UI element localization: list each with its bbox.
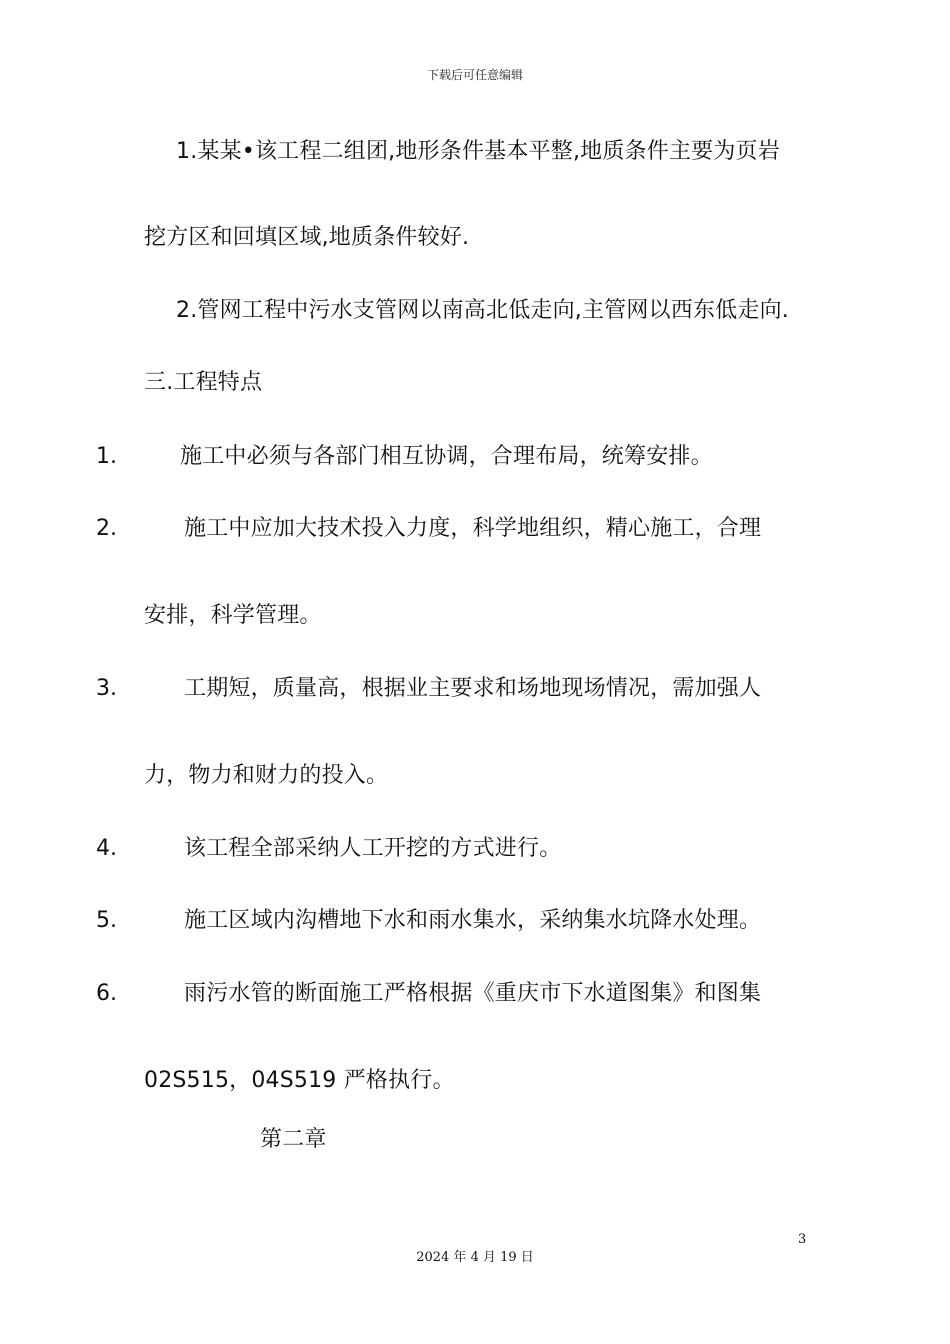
list-item-5-line-1: 施工区域内沟槽地下水和雨水集水，采纳集水坑降水处理。 bbox=[184, 908, 762, 933]
list-item-6-number: 6. bbox=[96, 981, 117, 1006]
chapter-heading: 第二章 bbox=[260, 1127, 327, 1152]
paragraph-1-line-2: 挖方区和回填区域,地质条件较好. bbox=[144, 225, 470, 250]
list-item-6-line-1: 雨污水管的断面施工严格根据《重庆市下水道图集》和图集 bbox=[184, 981, 762, 1006]
page-header: 下载后可任意编辑 bbox=[426, 68, 523, 82]
paragraph-2-line-1: 2.管网工程中污水支管网以南高北低走向,主管网以西东低走向. bbox=[176, 298, 789, 323]
list-item-5-number: 5. bbox=[96, 908, 117, 933]
list-item-2-line-2: 安排，科学管理。 bbox=[144, 603, 322, 628]
list-item-4-line-1: 该工程全部采纳人工开挖的方式进行。 bbox=[184, 836, 562, 861]
list-item-1-number: 1. bbox=[96, 444, 117, 469]
list-item-2-line-1: 施工中应加大技术投入力度，科学地组织，精心施工，合理 bbox=[184, 516, 762, 541]
page-number: 3 bbox=[798, 1232, 807, 1247]
list-item-4-number: 4. bbox=[96, 836, 117, 861]
section-heading: 三.工程特点 bbox=[144, 370, 263, 395]
footer-date: 2024 年 4 月 19 日 bbox=[416, 1250, 534, 1265]
paragraph-1-line-1: 1.某某•该工程二组团,地形条件基本平整,地质条件主要为页岩 bbox=[176, 139, 780, 164]
list-item-2-number: 2. bbox=[96, 516, 117, 541]
list-item-3-number: 3. bbox=[96, 676, 117, 701]
list-item-6-line-2: 02S515，04S519 严格执行。 bbox=[144, 1068, 455, 1093]
list-item-3-line-2: 力，物力和财力的投入。 bbox=[144, 763, 389, 788]
list-item-1-line-1: 施工中必须与各部门相互协调，合理布局，统筹安排。 bbox=[180, 444, 713, 469]
list-item-3-line-1: 工期短，质量高，根据业主要求和场地现场情况，需加强人 bbox=[184, 676, 762, 701]
